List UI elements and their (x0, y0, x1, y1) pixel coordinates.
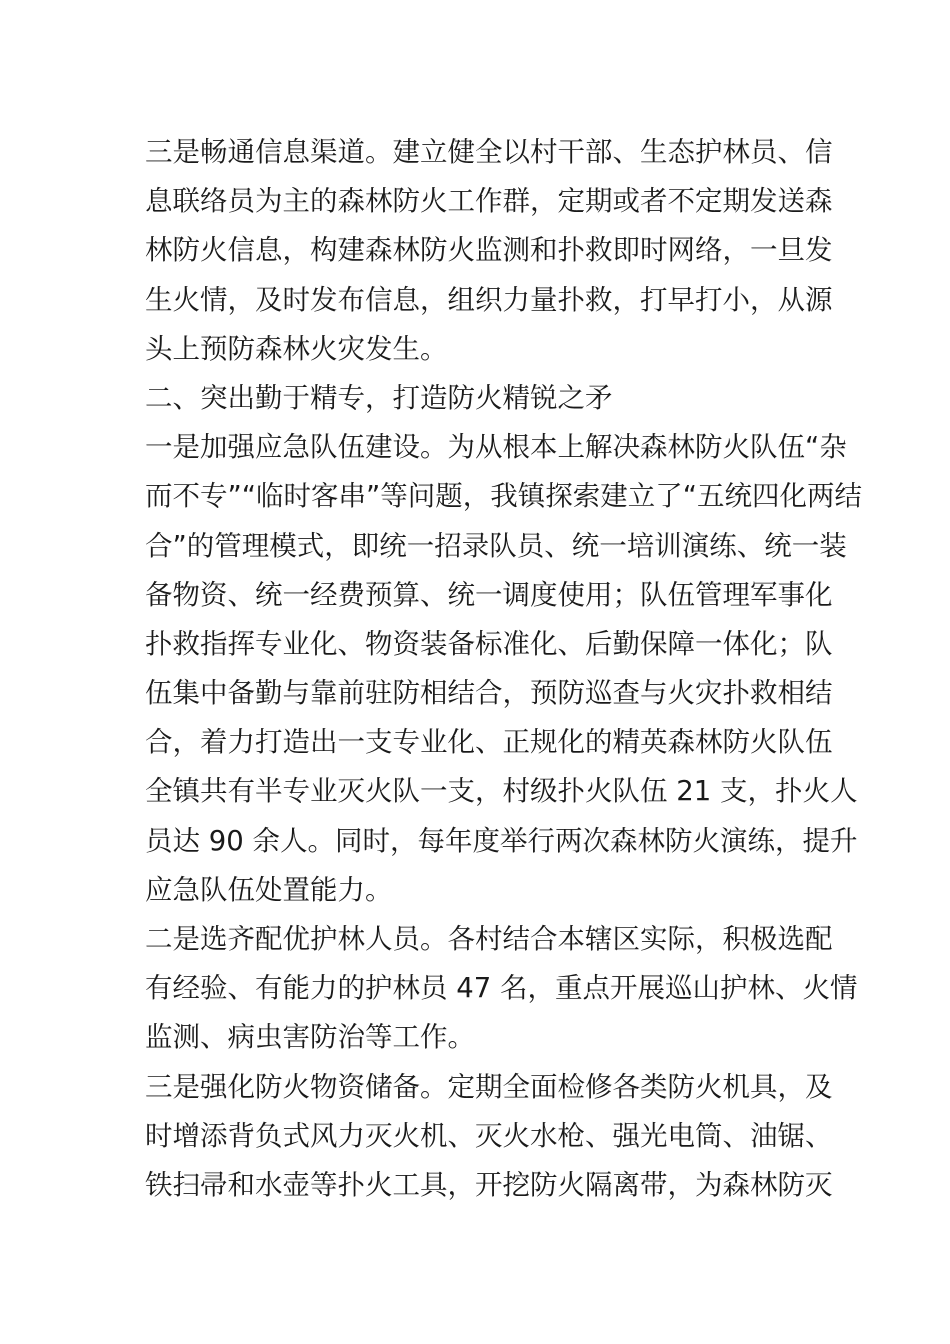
text-line: 备物资、统一经费预算、统一调度使用；队伍管理军事化 (145, 578, 833, 611)
text-line: 一是加强应急队伍建设。为从根本上解决森林防火队伍“杂 (145, 431, 847, 464)
text-line: 息联络员为主的森林防火工作群，定期或者不定期发送森 (145, 185, 833, 218)
text-line: 有经验、有能力的护林员 47 名，重点开展巡山护林、火情 (145, 972, 858, 1005)
document-body (145, 128, 862, 1210)
section-heading: 二、突出勤于精专，打造防火精锐之矛 (145, 381, 613, 414)
text-line: 头上预防森林火灾发生。 (145, 332, 448, 365)
text-line: 员达 90 余人。同时，每年度举行两次森林防火演练，提升 (145, 824, 858, 857)
text-line: 伍集中备勤与靠前驻防相结合，预防巡查与火灾扑救相结 (145, 677, 833, 710)
text-line: 生火情，及时发布信息，组织力量扑救，打早打小，从源 (145, 283, 833, 316)
text-line: 时增添背负式风力灭火机、灭火水枪、强光电筒、油锯、 (145, 1119, 833, 1152)
text-line: 铁扫帚和水壶等扑火工具，开挖防火隔离带，为森林防灭 (145, 1168, 833, 1201)
text-line: 而不专”“临时客串”等问题，我镇探索建立了“五统四化两结 (145, 480, 862, 513)
text-line: 合”的管理模式，即统一招录队员、统一培训演练、统一装 (145, 529, 847, 562)
text-line: 监测、病虫害防治等工作。 (145, 1021, 475, 1054)
text-line: 二是选齐配优护林人员。各村结合本辖区实际，积极选配 (145, 923, 833, 955)
text-line: 全镇共有半专业灭火队一支，村级扑火队伍 21 支，扑火人 (145, 775, 858, 808)
text-line: 三是强化防火物资储备。定期全面检修各类防火机具，及 (145, 1070, 833, 1103)
text-line: 合，着力打造出一支专业化、正规化的精英森林防火队伍 (145, 726, 833, 759)
text-line: 扑救指挥专业化、物资装备标准化、后勤保障一体化；队 (145, 627, 833, 660)
text-line: 应急队伍处置能力。 (145, 873, 393, 906)
text-line: 林防火信息，构建森林防火监测和扑救即时网络，一旦发 (145, 234, 833, 267)
text-line: 三是畅通信息渠道。建立健全以村干部、生态护林员、信 (145, 136, 833, 168)
